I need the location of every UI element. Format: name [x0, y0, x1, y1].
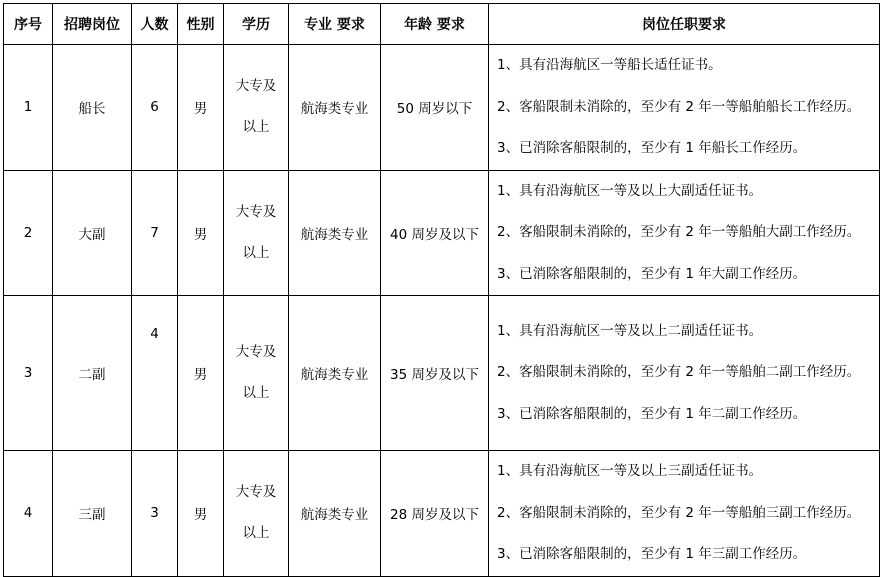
cell-education — [224, 45, 289, 171]
education-line: 大专及 — [235, 203, 277, 220]
cell-count: 4 — [132, 296, 178, 451]
cell-age: 40 周岁及以下 — [381, 170, 489, 296]
cell-position: 船长 — [53, 45, 132, 171]
education-line: 大专及 — [235, 344, 277, 360]
education-line: 以上 — [242, 525, 270, 542]
cell-no: 4 — [4, 451, 53, 577]
cell-major: 航海类专业 — [289, 170, 381, 296]
cell-gender: 男 — [178, 451, 224, 577]
cell-no: 1 — [4, 45, 53, 171]
header-requirements: 岗位任职要求 — [489, 4, 880, 45]
cell-age: 35 周岁及以下 — [381, 296, 489, 451]
cell-gender: 男 — [178, 170, 224, 296]
cell-education — [224, 451, 289, 577]
cell-no: 2 — [4, 170, 53, 296]
table-row — [4, 451, 880, 577]
cell-gender: 男 — [178, 45, 224, 171]
cell-position: 大副 — [53, 170, 132, 296]
requirement-line: 3、已消除客船限制的，至少有 1 年大副工作经历。 — [497, 265, 807, 282]
header-count: 人数 — [132, 4, 178, 45]
cell-requirements — [489, 451, 880, 577]
table-row — [4, 170, 880, 296]
education-line: 大专及 — [235, 484, 277, 501]
cell-count: 3 — [132, 451, 178, 577]
header-row — [4, 4, 880, 45]
header-education: 学历 — [224, 4, 289, 45]
cell-requirements — [489, 45, 880, 171]
requirement-line: 2、客船限制未消除的，至少有 2 年一等船舶船长工作经历。 — [497, 98, 861, 115]
requirement-line: 1、具有沿海航区一等船长适任证书。 — [497, 57, 722, 73]
requirement-line: 3、已消除客船限制的，至少有 1 年船长工作经历。 — [497, 140, 807, 156]
cell-age: 28 周岁及以下 — [381, 451, 489, 577]
cell-count: 7 — [132, 170, 178, 296]
education-line: 以上 — [242, 119, 270, 136]
cell-position: 二副 — [53, 296, 132, 451]
requirement-line: 2、客船限制未消除的，至少有 2 年一等船舶三副工作经历。 — [497, 504, 861, 521]
cell-requirements — [489, 296, 880, 451]
recruitment-table — [3, 3, 880, 577]
cell-gender: 男 — [178, 296, 224, 451]
requirement-line: 2、客船限制未消除的，至少有 2 年一等船舶大副工作经历。 — [497, 224, 861, 240]
table-row — [4, 45, 880, 171]
cell-no: 3 — [4, 296, 53, 451]
table-row — [4, 296, 880, 451]
cell-position: 三副 — [53, 451, 132, 577]
requirement-line: 1、具有沿海航区一等及以上二副适任证书。 — [497, 322, 763, 339]
cell-major: 航海类专业 — [289, 45, 381, 171]
requirement-line: 1、具有沿海航区一等及以上大副适任证书。 — [497, 182, 763, 199]
requirement-line: 3、已消除客船限制的，至少有 1 年二副工作经历。 — [497, 405, 807, 422]
cell-major: 航海类专业 — [289, 296, 381, 451]
header-major: 专业 要求 — [289, 4, 381, 45]
cell-major: 航海类专业 — [289, 451, 381, 577]
cell-count: 6 — [132, 45, 178, 171]
cell-requirements — [489, 170, 880, 296]
cell-education — [224, 296, 289, 451]
education-line: 以上 — [242, 244, 270, 261]
education-line: 以上 — [242, 385, 270, 401]
header-age: 年龄 要求 — [381, 4, 489, 45]
requirement-line: 1、具有沿海航区一等及以上三副适任证书。 — [497, 463, 763, 479]
requirement-line: 3、已消除客船限制的，至少有 1 年三副工作经历。 — [497, 546, 807, 562]
header-gender: 性别 — [178, 4, 224, 45]
header-no: 序号 — [4, 4, 53, 45]
cell-age: 50 周岁以下 — [381, 45, 489, 171]
header-position: 招聘岗位 — [53, 4, 132, 45]
requirement-line: 2、客船限制未消除的，至少有 2 年一等船舶二副工作经历。 — [497, 364, 861, 381]
education-line: 大专及 — [235, 78, 277, 95]
cell-education — [224, 170, 289, 296]
